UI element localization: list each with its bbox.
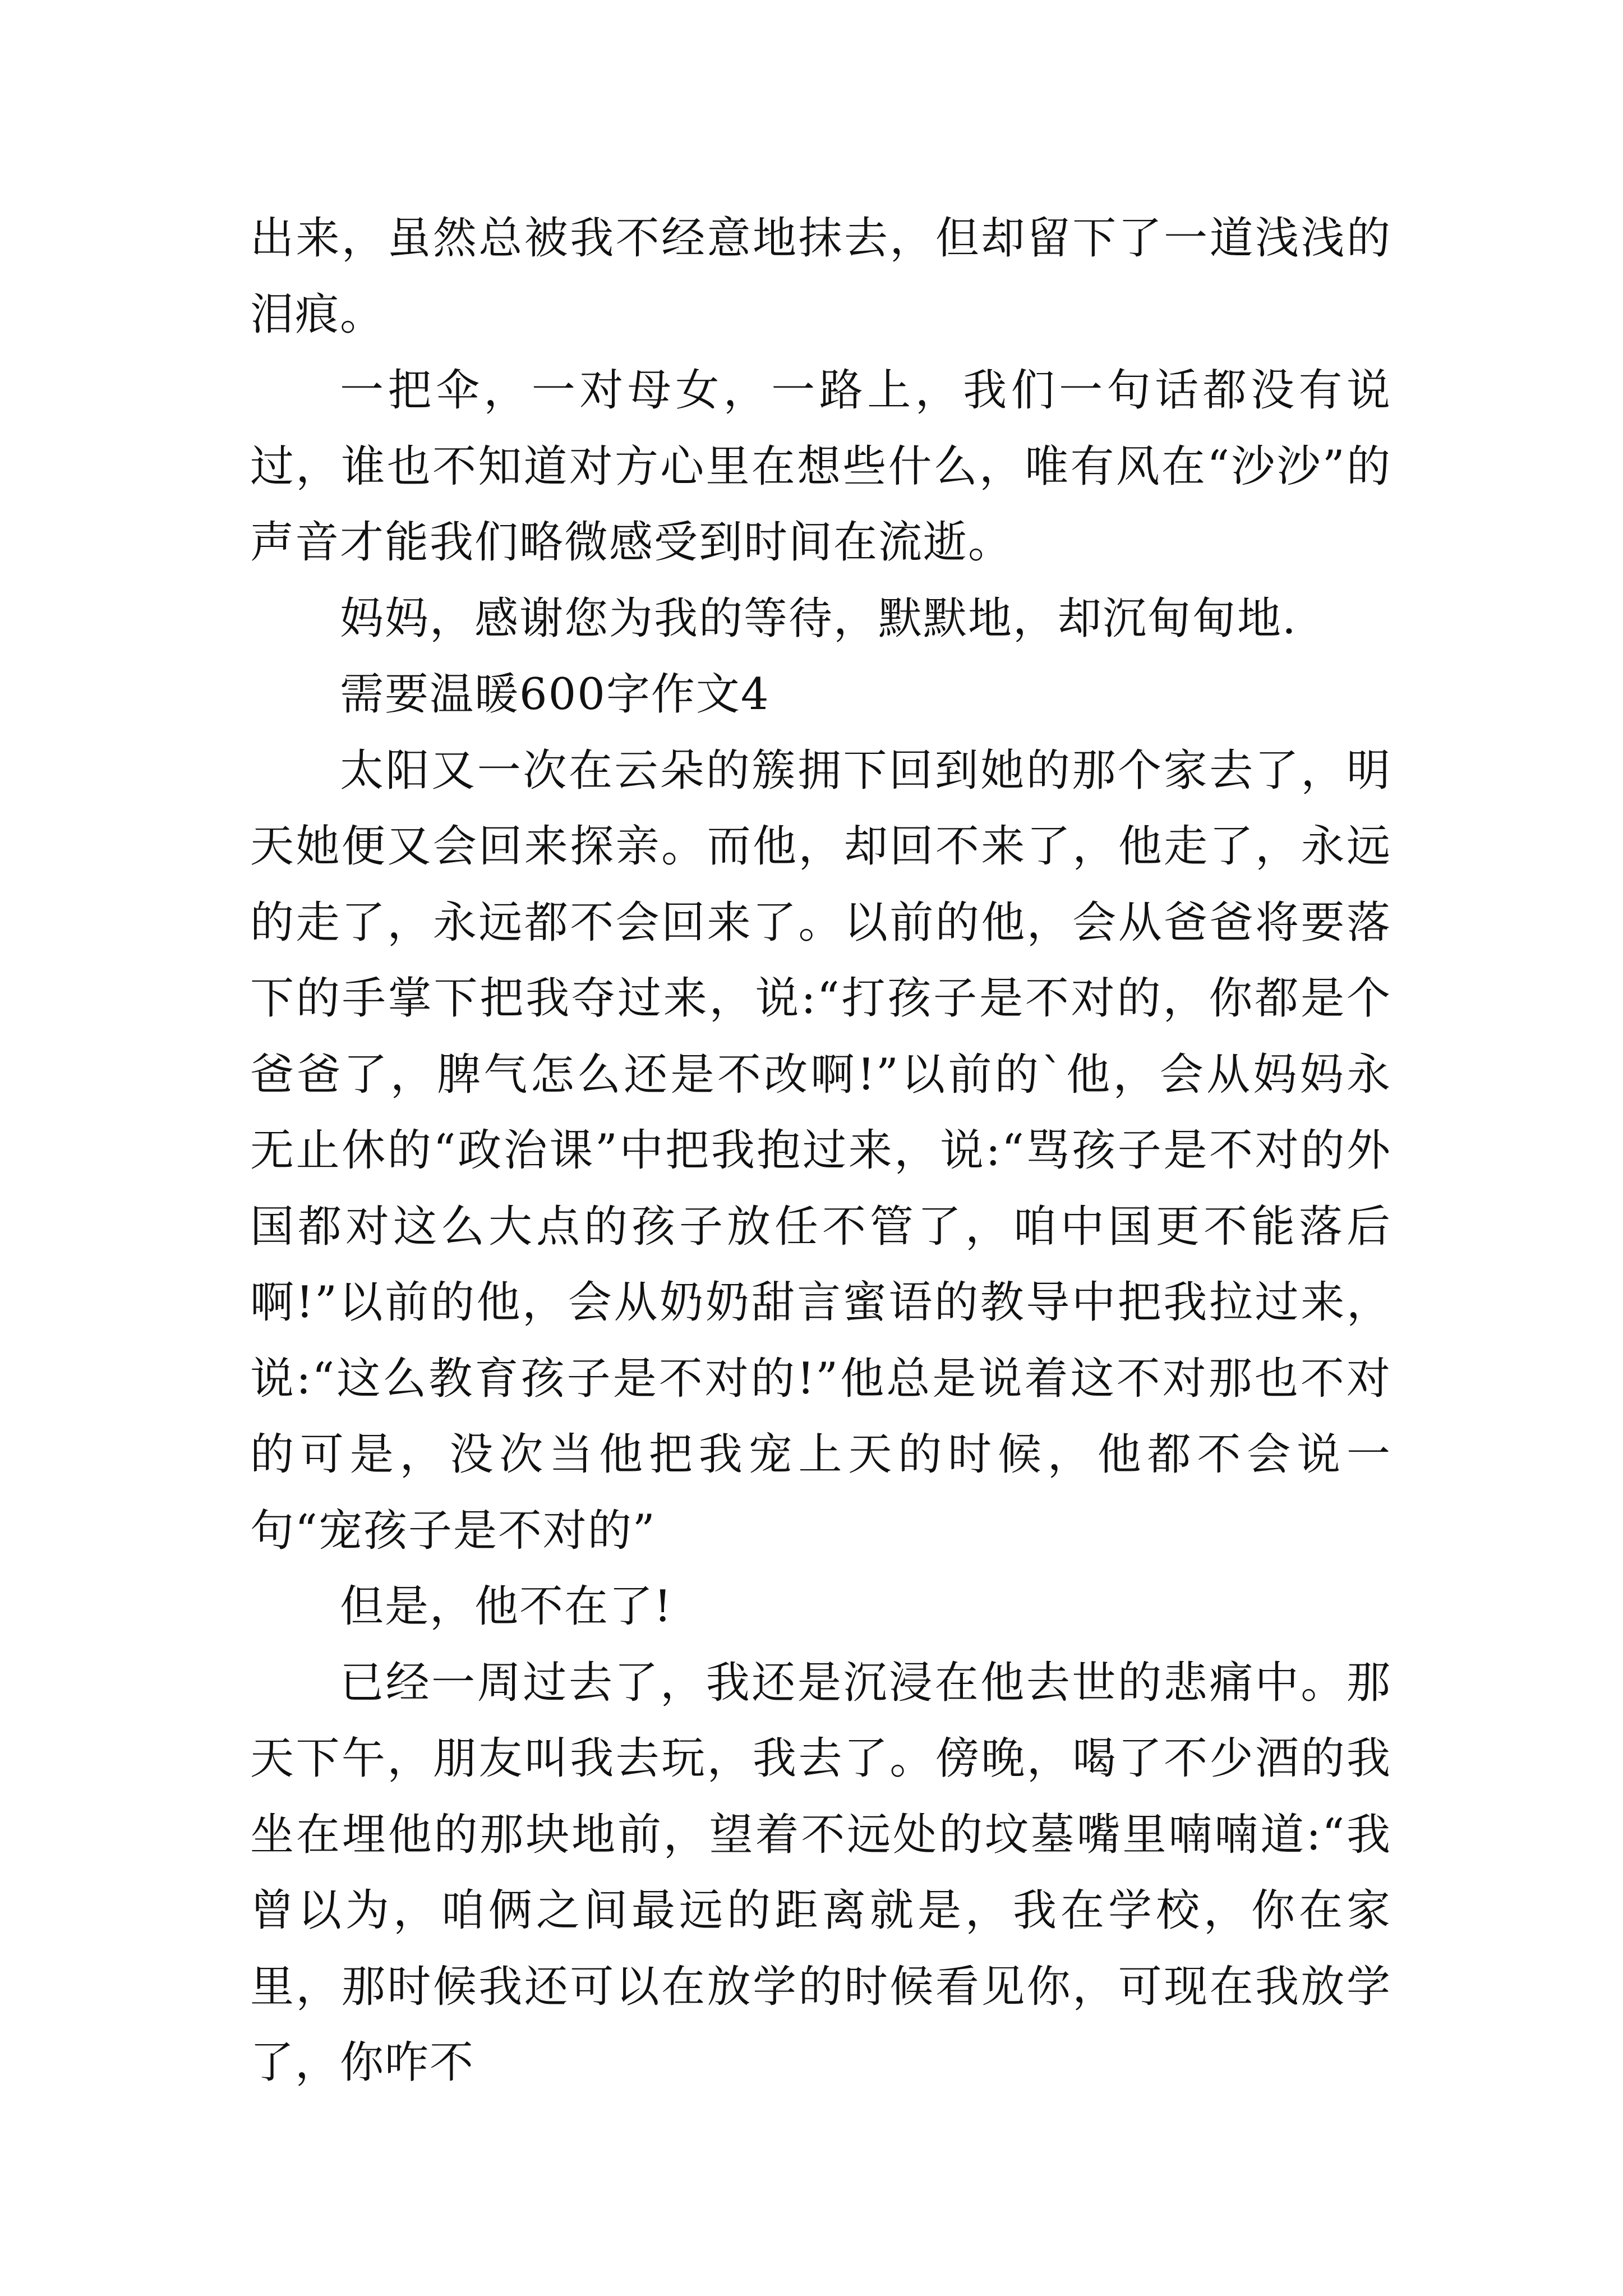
paragraph-umbrella: 一把伞，一对母女，一路上，我们一句话都没有说过，谁也不知道对方心里在想些什么，唯有风在“沙沙”的声音才能我们略微感受到时间在流逝。 (250, 365, 1391, 568)
paragraph-continuation: 出来，虽然总被我不经意地抹去，但却留下了一道浅浅的泪痕。 (250, 213, 1391, 340)
paragraph-sun: 太阳又一次在云朵的簇拥下回到她的那个家去了，明天她便又会回来探亲。而他，却回不来了，他走了，永远的走了，永远都不会回来了。以前的他，会从爸爸将要落下的手掌下把我夺过来，说:“打孩子是不对的，你都是个爸爸了，脾气怎么还是不改啊!”以前的`他，会从妈妈永无止休的“政治课”中把我抱过来，说:“骂孩子是不对的外国都对这么大点的孩子放任不管了，咱中国更不能落后啊!”以前的他，会从奶奶甜言蜜语的教导中把我拉过来，说:“这么教育孩子是不对的!”他总是说着这不对那也不对的可是，没次当他把我宠上天的时候，他都不会说一句“宠孩子是不对的” (250, 745, 1391, 1556)
essay-heading: 需要温暖600字作文4 (340, 669, 770, 720)
paragraph-he-is-gone: 但是，他不在了! (340, 1581, 673, 1632)
paragraph-thanks-mom: 妈妈，感谢您为我的等待，默默地，却沉甸甸地. (340, 593, 1297, 644)
paragraph-one-week: 已经一周过去了，我还是沉浸在他去世的悲痛中。那天下午，朋友叫我去玩，我去了。傍晚，喝了不少酒的我坐在埋他的那块地前，望着不远处的坟墓嘴里喃喃道:“我曾以为，咱俩之间最远的距离就是，我在学校，你在家里，那时候我还可以在放学的时候看见你，可现在我放学了，你咋不 (250, 1657, 1391, 2088)
document-body (250, 201, 1391, 2101)
